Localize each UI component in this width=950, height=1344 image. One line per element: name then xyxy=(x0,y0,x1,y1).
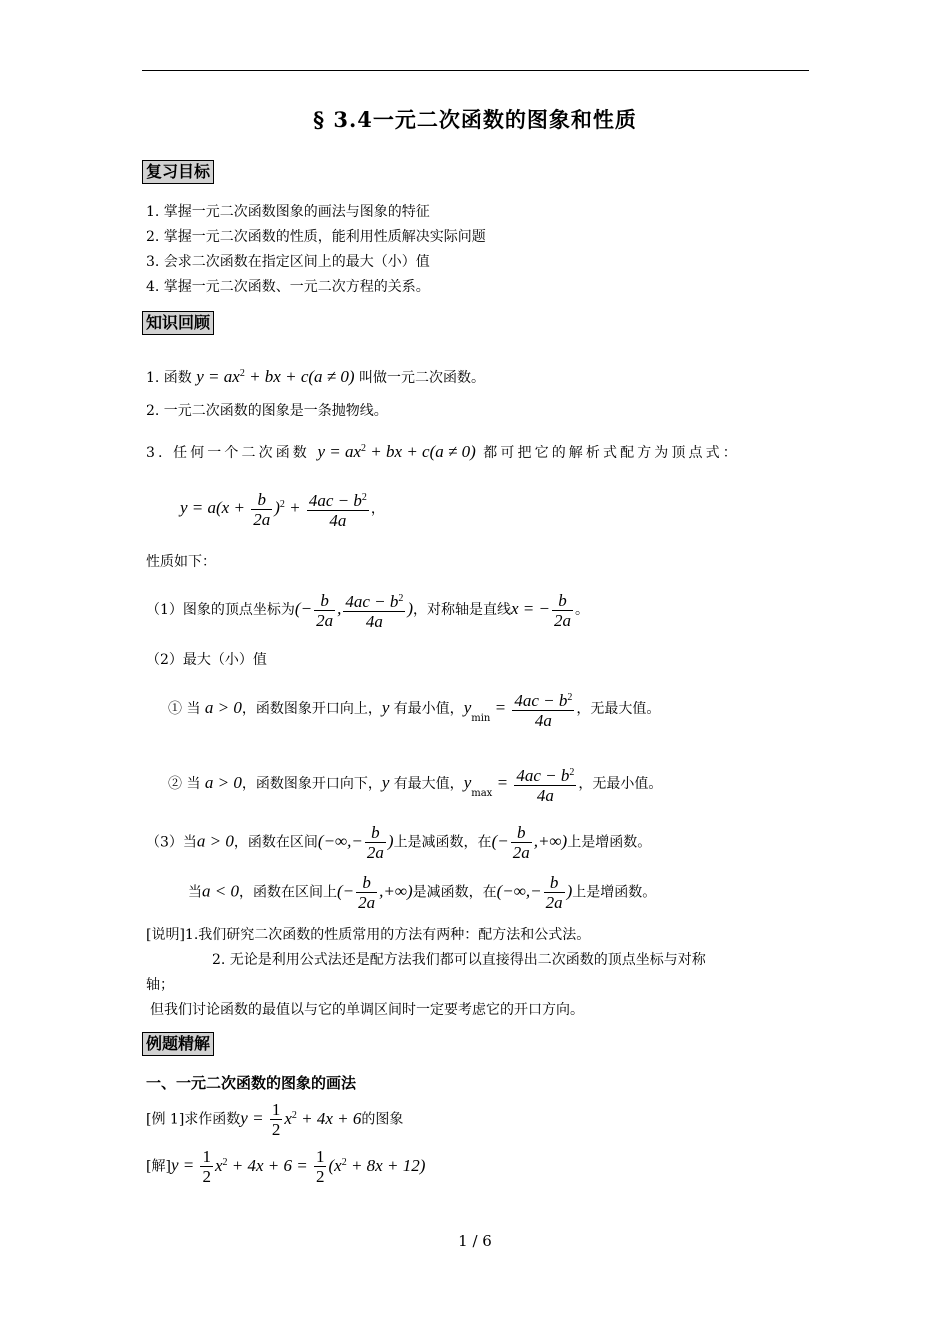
goal-item: 1. 掌握一元二次函数图象的画法与图象的特征 xyxy=(146,204,430,220)
note-1: [说明]1.我们研究二次函数的性质常用的方法有两种：配方法和公式法。 xyxy=(146,927,591,943)
property-1: （1）图象的顶点坐标为(− $\frac{b}{2a}$ , $\frac{4ac - b^2}{4a}$ )，对称轴是直线x = − $\frac{b}{2a}$ 。 xyxy=(146,590,590,631)
example-1: [例 1]求作函数y = $\frac{1}{2}$ $x^2 + 4x + 6$的图象 xyxy=(146,1100,404,1139)
vertex-form-formula: y = a(x + $\frac{b}{2a}$ )$^2$ + $\frac{4ac - b^2}{4a}$ ， xyxy=(180,489,385,530)
property-2: （2）最大（小）值 xyxy=(146,652,267,668)
property-2a: ① 当 a > 0，函数图象开口向上，y 有最小值，$y_{min}$ = $\frac{4ac - b^2}{4a}$ ，无最大值。 xyxy=(168,688,660,730)
example-heading: 一、一元二次函数的图象的画法 xyxy=(146,1074,357,1092)
section-tag-review: 知识回顾 xyxy=(142,311,214,335)
page-title: § 3.4一元二次函数的图象和性质 xyxy=(313,107,637,132)
solution-1: [解]y = $\frac{1}{2}$ $x^2 + 4x + 6$ = $\frac{1}{2}$ $(x^2 + 8x + 12)$ xyxy=(146,1147,426,1186)
formula-quadratic: $y = ax^2$ + bx + c(a ≠ 0) xyxy=(196,367,355,386)
property-2b: ② 当 a > 0，函数图象开口向下，y 有最大值，$y_{max}$ = $\frac{4ac - b^2}{4a}$ ，无最小值。 xyxy=(168,763,662,805)
note-3: 但我们讨论函数的最值以与它的单调区间时一定要考虑它的开口方向。 xyxy=(150,1002,584,1018)
note-2: 2. 无论是利用公式法还是配方法我们都可以直接得出二次函数的顶点坐标与对称 xyxy=(212,952,706,968)
review-item-1: 1. 函数 $y = ax^2$ + bx + c(a ≠ 0) 叫做一元二次函数。 xyxy=(146,367,485,386)
properties-intro: 性质如下： xyxy=(146,554,216,570)
property-3a: （3）当a > 0，函数在区间(−∞,− $\frac{b}{2a}$ )上是减函数，在(− $\frac{b}{2a}$ ,+∞)上是增函数。 xyxy=(146,823,652,862)
review-item-2: 2. 一元二次函数的图象是一条抛物线。 xyxy=(146,403,388,419)
section-tag-goals: 复习目标 xyxy=(142,160,214,184)
note-2-continued: 轴； xyxy=(146,977,174,993)
section-tag-examples: 例题精解 xyxy=(142,1032,214,1056)
goal-item: 2. 掌握一元二次函数的性质，能利用性质解决实际问题 xyxy=(146,229,486,245)
review-item-3: 3. 任何一个二次函数 $y = ax^2$ + bx + c(a ≠ 0) 都可把它的解析式配方为顶点式： xyxy=(146,442,740,461)
goal-item: 3. 会求二次函数在指定区间上的最大（小）值 xyxy=(146,254,430,270)
header-rule xyxy=(142,70,809,71)
page-number: 1 / 6 xyxy=(458,1232,492,1250)
property-3b: 当a < 0，函数在区间上(− $\frac{b}{2a}$ ,+∞)是减函数，在(−∞,− $\frac{b}{2a}$ )上是增函数。 xyxy=(188,873,657,912)
goal-item: 4. 掌握一元二次函数、一元二次方程的关系。 xyxy=(146,279,430,295)
formula-quadratic: $y = ax^2$ + bx + c(a ≠ 0) xyxy=(317,442,476,461)
